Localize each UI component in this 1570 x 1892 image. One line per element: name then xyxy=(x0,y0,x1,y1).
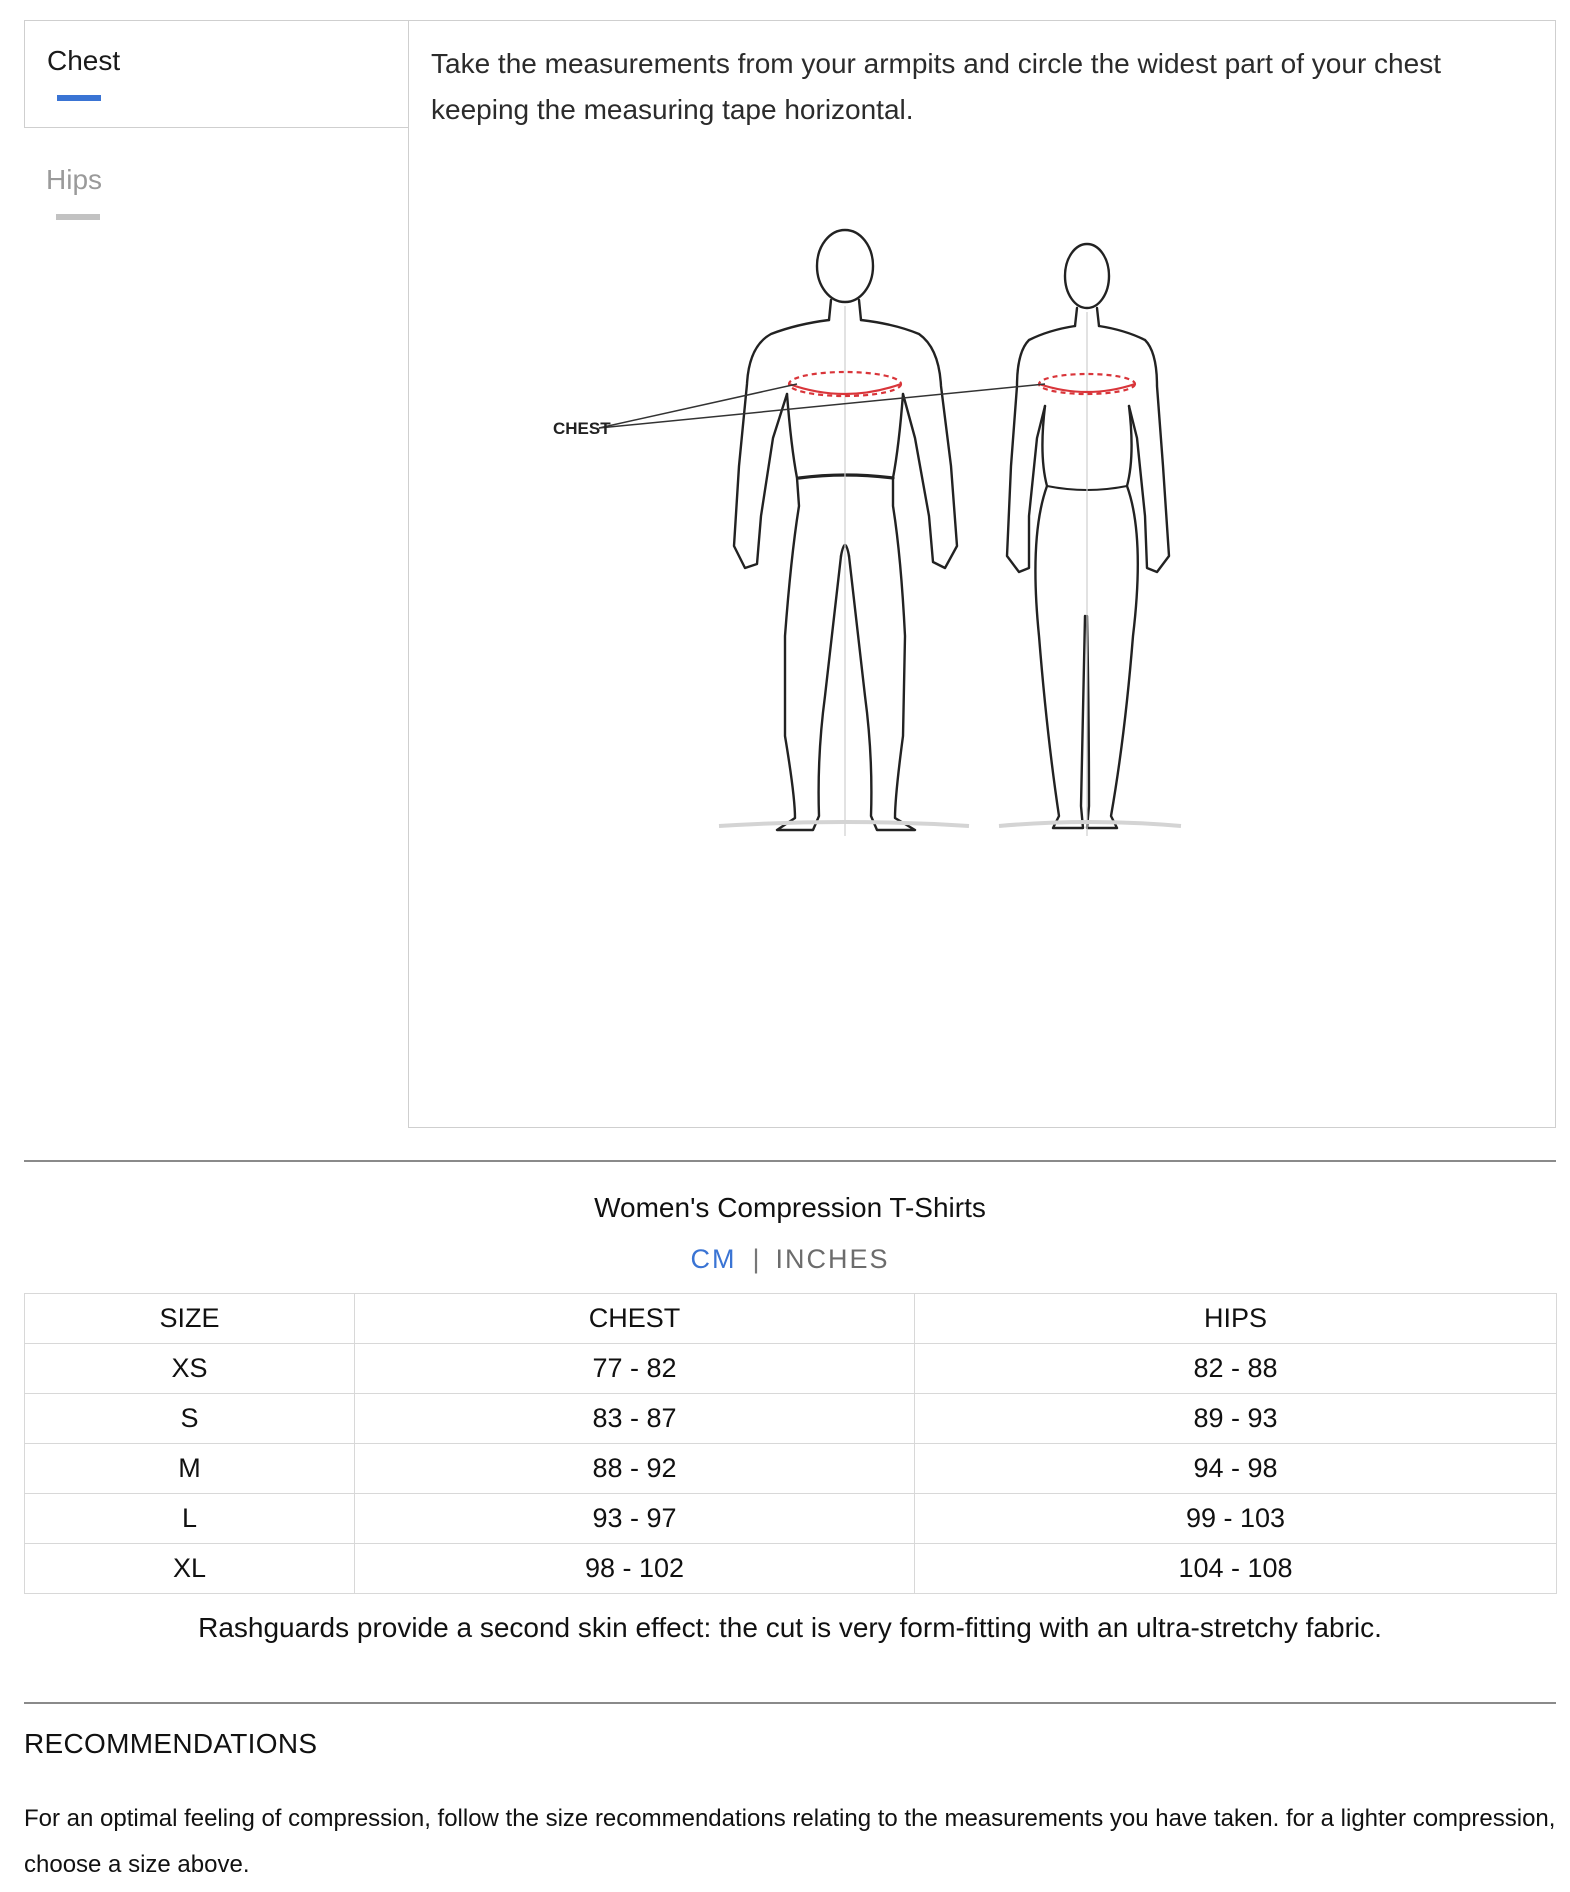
chest-cell: 77 - 82 xyxy=(355,1344,915,1394)
hips-cell: 99 - 103 xyxy=(915,1494,1557,1544)
chest-cell: 98 - 102 xyxy=(355,1544,915,1594)
header-size: SIZE xyxy=(25,1294,355,1344)
table-row xyxy=(25,1494,1557,1544)
unit-inches-button[interactable]: INCHES xyxy=(775,1244,890,1274)
chest-pointer-lines xyxy=(599,384,1045,428)
hips-cell: 104 - 108 xyxy=(915,1544,1557,1594)
hips-cell: 82 - 88 xyxy=(915,1344,1557,1394)
hips-cell: 89 - 93 xyxy=(915,1394,1557,1444)
unit-cm-button[interactable]: CM xyxy=(690,1244,737,1274)
table-row xyxy=(25,1444,1557,1494)
size-cell: S xyxy=(25,1394,355,1444)
measurement-guide xyxy=(24,0,1556,1130)
measurement-panel xyxy=(408,20,1556,1128)
header-chest: CHEST xyxy=(355,1294,915,1344)
size-cell: L xyxy=(25,1494,355,1544)
size-chart-title: Women's Compression T-Shirts xyxy=(594,1192,986,1223)
table-row xyxy=(25,1344,1557,1394)
size-table xyxy=(24,1293,1557,1594)
recommendations-text: For an optimal feeling of compression, follow the size recommendations relating to the measurements you have taken. for a lighter compression, choose a size above. xyxy=(24,1805,1556,1878)
table-row xyxy=(25,1544,1557,1594)
table-header-row xyxy=(25,1294,1557,1344)
unit-separator: | xyxy=(752,1244,760,1274)
header-hips: HIPS xyxy=(915,1294,1557,1344)
tab-chest-label: Chest xyxy=(47,45,121,76)
chest-cell: 83 - 87 xyxy=(355,1394,915,1444)
recommendations-title: RECOMMENDATIONS xyxy=(24,1728,318,1759)
size-cell: XS xyxy=(25,1344,355,1394)
tab-active-indicator xyxy=(57,95,101,101)
chest-cell: 88 - 92 xyxy=(355,1444,915,1494)
female-figure-illustration xyxy=(1007,244,1169,828)
chest-cell: 93 - 97 xyxy=(355,1494,915,1544)
size-cell: M xyxy=(25,1444,355,1494)
measurement-description: Take the measurements from your armpits and circle the widest part of your chest keeping the measuring tape horizontal. xyxy=(431,48,1441,125)
size-guide xyxy=(24,0,1556,1878)
size-cell: XL xyxy=(25,1544,355,1594)
tab-inactive-indicator xyxy=(56,214,100,220)
tab-hips-label: Hips xyxy=(46,164,103,195)
section-divider xyxy=(24,1160,1556,1162)
body-measurement-illustration xyxy=(553,216,1239,1016)
tab-hips[interactable] xyxy=(24,140,408,220)
section-divider xyxy=(24,1702,1556,1704)
unit-switch xyxy=(24,1244,1556,1275)
hips-cell: 94 - 98 xyxy=(915,1444,1557,1494)
fit-note: Rashguards provide a second skin effect: the cut is very form-fitting with an ultra-stretchy fabric. xyxy=(198,1612,1382,1643)
table-row xyxy=(25,1394,1557,1444)
chest-label: CHEST xyxy=(553,419,611,438)
tab-chest[interactable] xyxy=(24,20,408,128)
